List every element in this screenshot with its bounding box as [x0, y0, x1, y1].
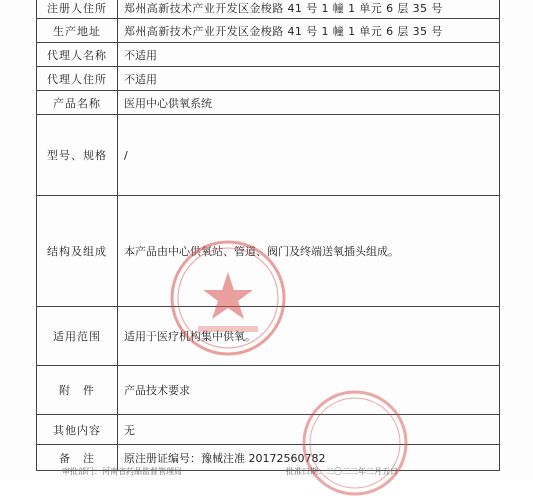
row-product-name	[37, 91, 500, 115]
label-other: 其他内容	[37, 415, 118, 445]
label-registrant-address: 注册人住所	[37, 0, 118, 19]
value-model-spec: /	[118, 115, 500, 196]
row-registrant-address	[37, 0, 500, 19]
value-product-name: 医用中心供氧系统	[118, 91, 500, 115]
row-production-address	[37, 19, 500, 43]
label-product-name: 产品名称	[37, 91, 118, 115]
value-structure: 本产品由中心供氧站、管道、阀门及终端送氧插头组成。	[118, 196, 500, 307]
value-scope: 适用于医疗机构集中供氧。	[118, 307, 500, 366]
value-attachments: 产品技术要求	[118, 366, 500, 415]
value-agent-address: 不适用	[118, 67, 500, 91]
row-agent-address	[37, 67, 500, 91]
value-agent-name: 不适用	[118, 43, 500, 67]
label-attachments: 附 件	[37, 366, 118, 415]
row-other	[37, 415, 500, 445]
row-model-spec	[37, 115, 500, 196]
row-structure	[37, 196, 500, 307]
label-remarks: 备 注	[37, 445, 118, 471]
label-structure: 结构及组成	[37, 196, 118, 307]
approval-date: 批准日期：二〇二二年二月五日	[286, 467, 398, 476]
value-remarks: 原注册证编号：豫械注准 20172560782	[118, 445, 500, 471]
row-scope	[37, 307, 500, 366]
label-agent-address: 代理人住所	[37, 67, 118, 91]
value-other: 无	[118, 415, 500, 445]
label-production-address: 生产地址	[37, 19, 118, 43]
label-scope: 适用范围	[37, 307, 118, 366]
row-agent-name	[37, 43, 500, 67]
certificate-footer	[0, 466, 533, 480]
label-model-spec: 型号、规格	[37, 115, 118, 196]
row-attachments	[37, 366, 500, 415]
value-registrant-address: 郑州高新技术产业开发区金梭路 41 号 1 幢 1 单元 6 层 35 号	[118, 0, 500, 19]
value-production-address: 郑州高新技术产业开发区金梭路 41 号 1 幢 1 单元 6 层 35 号	[118, 19, 500, 43]
certificate-table	[36, 0, 500, 471]
approval-authority: 审批部门：河南省药品监督管理局	[62, 467, 182, 476]
label-agent-name: 代理人名称	[37, 43, 118, 67]
